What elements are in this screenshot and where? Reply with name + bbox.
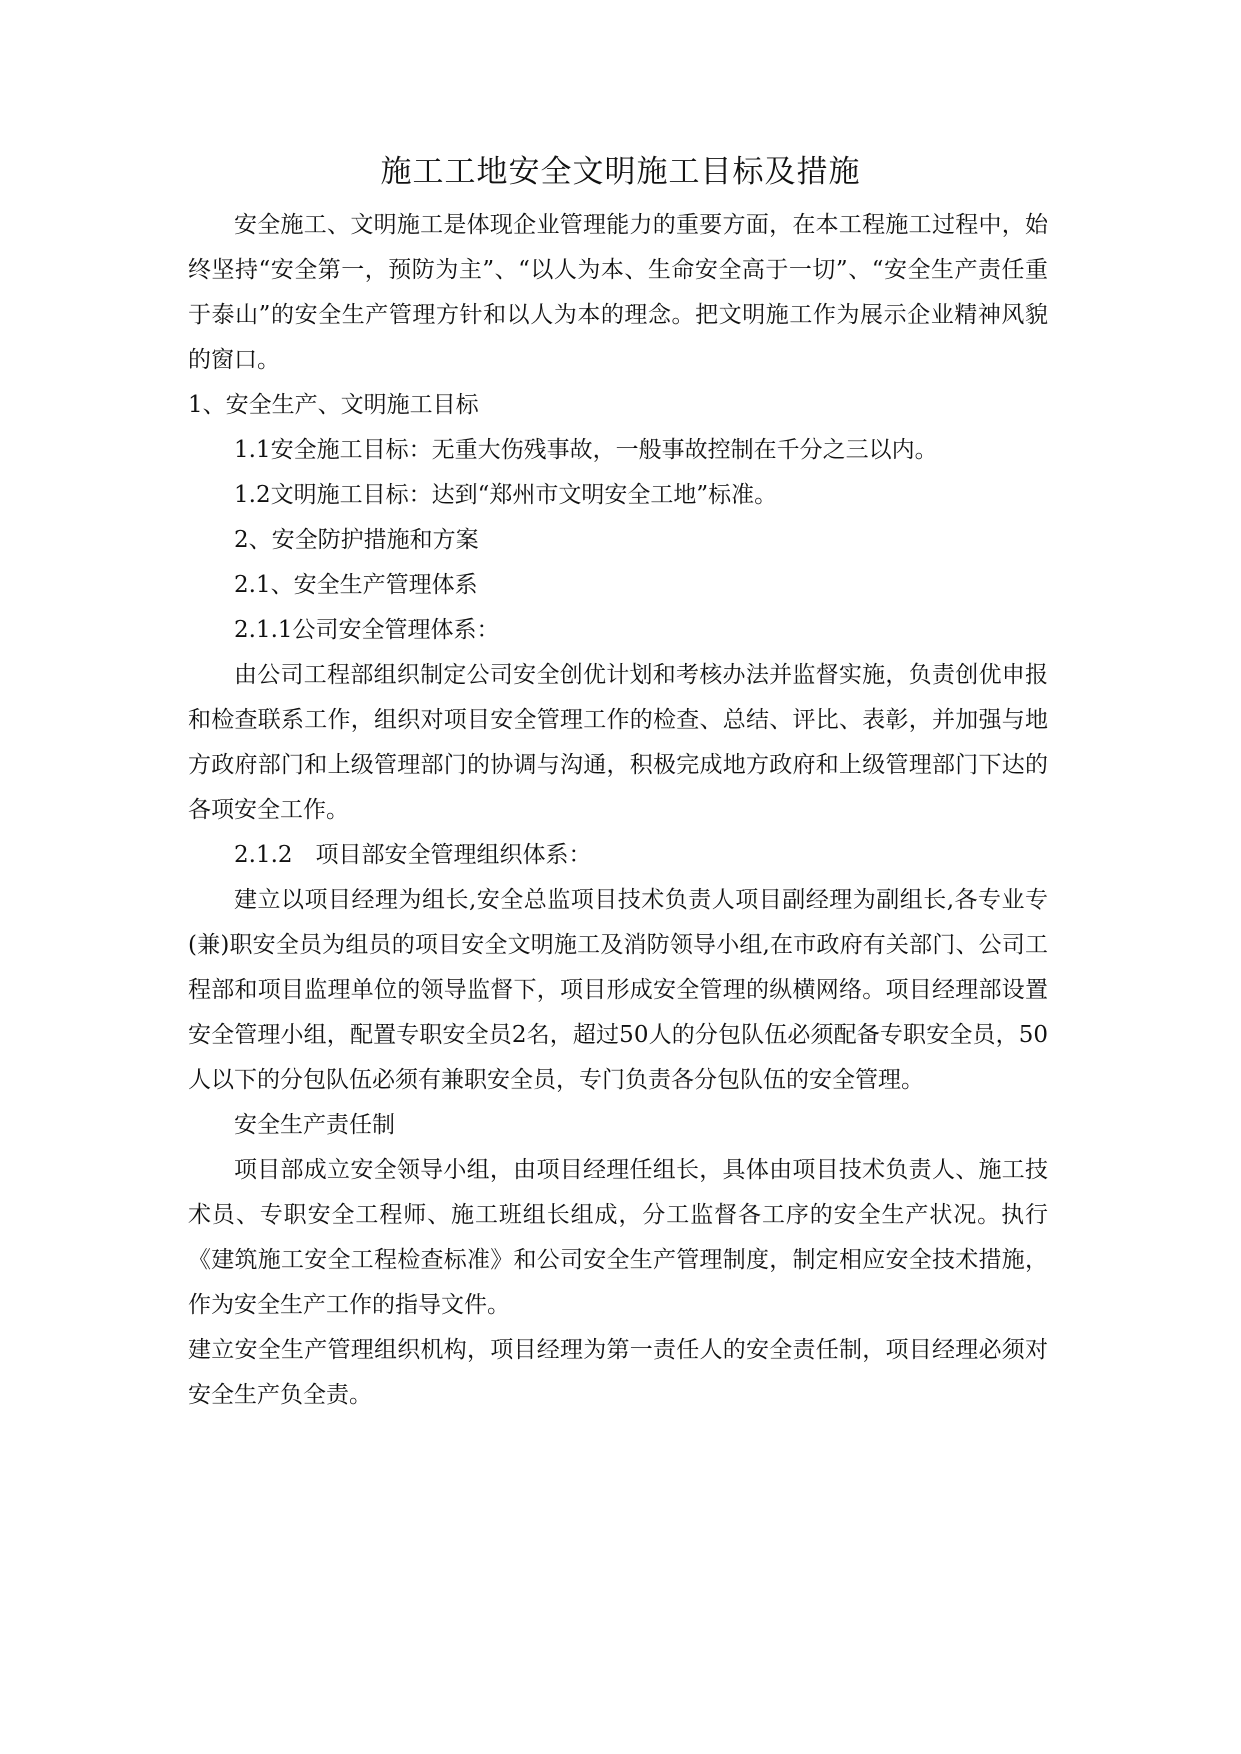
heading-section-1: 1、安全生产、文明施工目标: [188, 392, 479, 418]
heading-section-2-1-1: 2.1.1公司安全管理体系：: [234, 617, 500, 643]
paragraph-company-system: 由公司工程部组织制定公司安全创优计划和考核办法并监督实施，负责创优申报和检查联系工作，组织对项目安全管理工作的检查、总结、评比、表彰，并加强与地方政府部门和上级管理部门的协调与沟通，积极完成地方政府和上级管理部门下达的各项安全工作。: [188, 662, 1048, 823]
paragraph-intro: 安全施工、文明施工是体现企业管理能力的重要方面，在本工程施工过程中，始终坚持“安全第一，预防为主”、“以人为本、生命安全高于一切”、“安全生产责任重于泰山”的安全生产管理方针和以人为本的理念。把文明施工作为展示企业精神风貌的窗口。: [188, 212, 1048, 373]
item-1-2-civilized-goal: 1.2文明施工目标：达到“郑州市文明安全工地”标准。: [234, 482, 778, 508]
document-body: [188, 203, 1048, 1418]
item-1-1-safety-goal: 1.1安全施工目标：无重大伤残事故，一般事故控制在千分之三以内。: [234, 437, 938, 463]
heading-section-2: 2、安全防护措施和方案: [234, 527, 479, 553]
heading-section-2-1-2: 2.1.2 项目部安全管理组织体系：: [234, 842, 592, 868]
paragraph-organization: 建立安全生产管理组织机构，项目经理为第一责任人的安全责任制，项目经理必须对安全生产负全责。: [188, 1337, 1048, 1408]
document-title: 施工工地安全文明施工目标及措施: [380, 154, 861, 190]
paragraph-project-system: 建立以项目经理为组长,安全总监项目技术负责人项目副经理为副组长,各专业专(兼)职安全员为组员的项目安全文明施工及消防领导小组,在市政府有关部门、公司工程部和项目监理单位的领导监督下，项目形成安全管理的纵横网络。项目经理部设置安全管理小组，配置专职安全员2名，超过50人的分包队伍必须配备专职安全员，50人以下的分包队伍必须有兼职安全员，专门负责各分包队伍的安全管理。: [188, 887, 1048, 1093]
paragraph-leadership-group: 项目部成立安全领导小组，由项目经理任组长，具体由项目技术负责人、施工技术员、专职安全工程师、施工班组长组成，分工监督各工序的安全生产状况。执行《建筑施工安全工程检查标准》和公司安全生产管理制度，制定相应安全技术措施，作为安全生产工作的指导文件。: [188, 1157, 1048, 1318]
heading-responsibility-system: 安全生产责任制: [234, 1112, 395, 1138]
heading-section-2-1: 2.1、安全生产管理体系: [234, 572, 478, 598]
